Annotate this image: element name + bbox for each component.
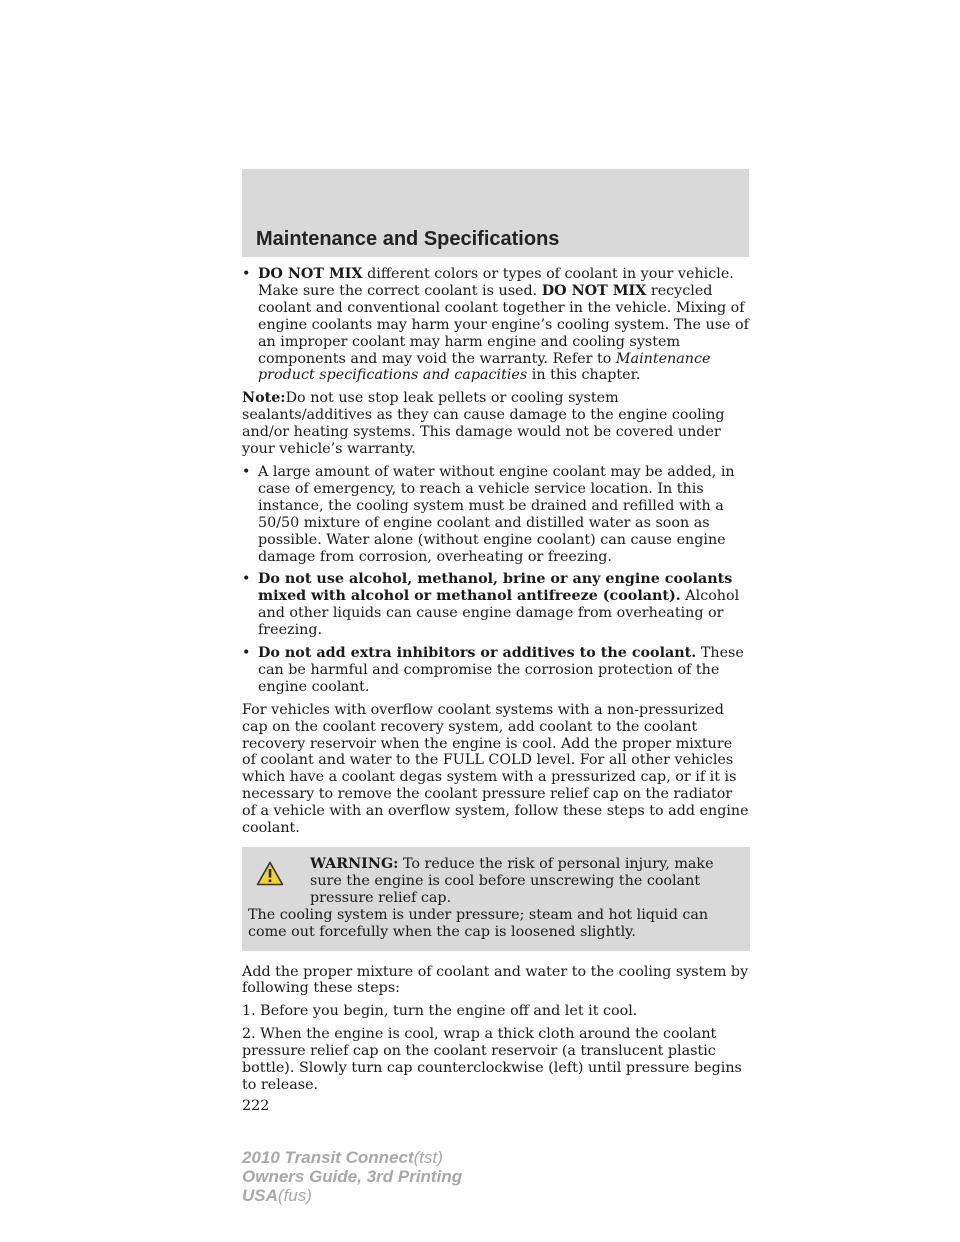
bullet-glyph: • bbox=[242, 266, 251, 282]
bullet-bold: Do not use alcohol, methanol, brine or any engine coolants mixed with alcohol or methanol antifreeze (coolant). bbox=[258, 571, 733, 605]
warning-first-block bbox=[248, 856, 744, 907]
footer-model: 2010 Transit Connect bbox=[242, 1148, 414, 1167]
bullet-no-alcohol bbox=[242, 571, 750, 639]
page-number: 222 bbox=[242, 1097, 270, 1114]
footer-market: USA bbox=[242, 1186, 278, 1205]
warning-triangle-icon bbox=[256, 861, 284, 886]
note-paragraph bbox=[242, 390, 750, 458]
section-title: Maintenance and Specifications bbox=[256, 228, 560, 250]
bullet-glyph: • bbox=[242, 463, 251, 480]
steps-intro-paragraph: Add the proper mixture of coolant and water to the cooling system by following these steps: bbox=[242, 963, 749, 997]
bullet-text: in this chapter. bbox=[531, 367, 641, 384]
note-text: Do not use stop leak pellets or cooling system sealants/additives as they can cause damage to the engine cooling and/or heating systems. This damage would not be covered under your vehicle’s warranty. bbox=[242, 390, 725, 458]
page-content bbox=[242, 266, 750, 1115]
print-footer bbox=[242, 1148, 462, 1205]
footer-market-code: (fus) bbox=[277, 1186, 312, 1205]
warning-text-continued: The cooling system is under pressure; steam and hot liquid can come out forcefully when the cap is loosened slightly. bbox=[248, 906, 709, 940]
bullet-no-additives bbox=[242, 645, 750, 696]
bullet-water-alone bbox=[242, 464, 750, 565]
bullet-text: Alcohol and other liquids can cause engine damage from overheating or freezing. bbox=[258, 588, 740, 639]
bullet-text: These can be harmful and compromise the corrosion protection of the engine coolant. bbox=[258, 645, 744, 695]
bullet-do-not-mix bbox=[242, 266, 750, 384]
warning-box bbox=[242, 847, 750, 951]
bullet-text: different colors or types of coolant in your vehicle. Make sure the correct coolant is used. bbox=[258, 266, 734, 299]
bullet-bold: Do not add extra inhibitors or additives to the coolant. bbox=[258, 645, 697, 662]
warning-text: To reduce the risk of personal injury, make sure the engine is cool before unscrewing the coolant pressure relief cap. bbox=[310, 856, 714, 906]
step-1: 1. Before you begin, turn the engine off and let it cool. bbox=[242, 1003, 638, 1020]
bullet-bold: DO NOT MIX bbox=[258, 266, 363, 282]
bullet-text: recycled coolant and conventional coolant together in the vehicle. Mixing of engine coolants may harm your engine’s cooling system. The use of an improper coolant may harm engine and cooling system components and may void the warranty. Refer to bbox=[258, 282, 749, 367]
footer-guide: Owners Guide, 3rd Printing bbox=[242, 1167, 463, 1186]
footer-model-code: (tst) bbox=[413, 1148, 443, 1167]
overflow-systems-paragraph: For vehicles with overflow coolant systems with a non-pressurized cap on the coolant recovery system, add coolant to the coolant recovery reservoir when the engine is cool. Add the proper mixture of coolant and water to the FULL COLD level. For all other vehicles which have a coolant degas system with a pressurized cap, or if it is necessary to remove the coolant pressure relief cap on the radiator of a vehicle with an overflow system, follow these steps to add engine coolant. bbox=[242, 701, 749, 837]
warning-label: WARNING: bbox=[310, 856, 399, 872]
cross-reference: Maintenance product specifications and capacities bbox=[258, 350, 711, 384]
bullet-text: A large amount of water without engine coolant may be added, in case of emergency, to reach a vehicle service location. In this instance, the cooling system must be drained and refilled with a 50/50 mixture of engine coolant and distilled water as soon as possible. Water alone (without engine coolant) can cause engine damage from corrosion, overheating or freezing. bbox=[258, 463, 735, 565]
bullet-glyph: • bbox=[242, 571, 251, 588]
note-label: Note: bbox=[242, 390, 286, 407]
bullet-glyph: • bbox=[242, 645, 251, 662]
bullet-bold: DO NOT MIX bbox=[541, 282, 647, 299]
step-2: 2. When the engine is cool, wrap a thick cloth around the coolant pressure relief cap on the coolant reservoir (a translucent plastic bottle). Slowly turn cap counterclockwise (left) until pressure begins to release. bbox=[242, 1026, 742, 1093]
